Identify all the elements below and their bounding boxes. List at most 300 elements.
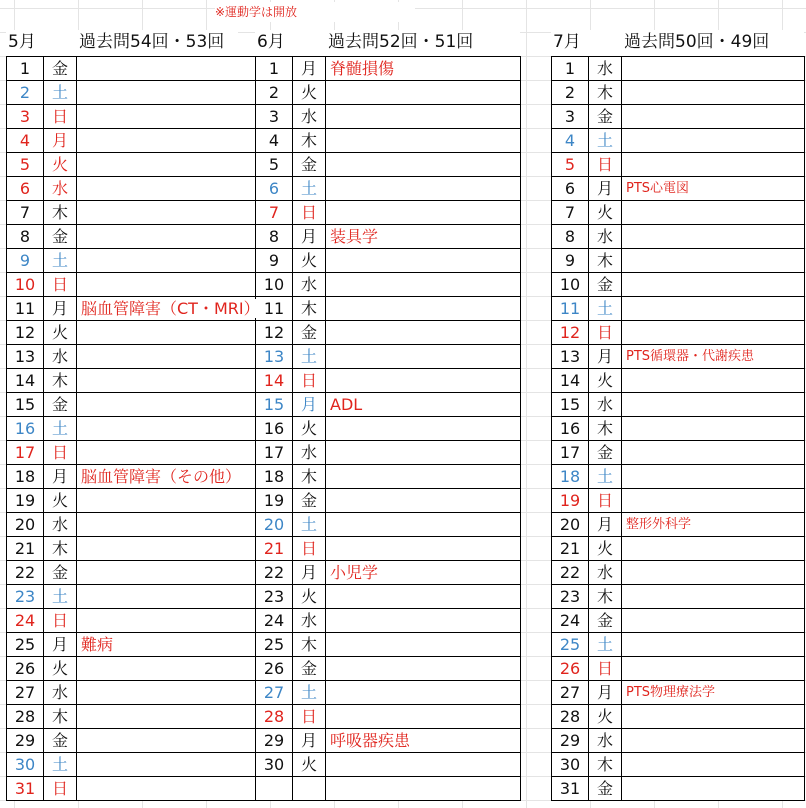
topic-cell[interactable] [77,153,263,177]
weekday-cell[interactable]: 金 [293,489,326,513]
day-cell[interactable]: 5 [552,153,589,177]
topic-cell[interactable] [326,249,521,273]
weekday-cell[interactable]: 木 [293,465,326,489]
weekday-cell[interactable]: 火 [44,153,77,177]
topic-cell[interactable] [326,489,521,513]
day-cell[interactable]: 31 [552,777,589,801]
day-cell[interactable]: 29 [7,729,44,753]
topic-cell[interactable] [326,465,521,489]
day-cell[interactable]: 22 [552,561,589,585]
day-cell[interactable]: 4 [7,129,44,153]
weekday-cell[interactable]: 日 [589,153,622,177]
weekday-cell[interactable]: 金 [293,153,326,177]
day-cell[interactable]: 30 [552,753,589,777]
day-cell[interactable]: 25 [7,633,44,657]
weekday-cell[interactable]: 日 [589,657,622,681]
topic-cell[interactable] [622,753,805,777]
weekday-cell[interactable]: 月 [293,225,326,249]
weekday-cell[interactable]: 火 [589,537,622,561]
weekday-cell[interactable]: 日 [44,105,77,129]
weekday-cell[interactable]: 日 [44,441,77,465]
topic-cell[interactable] [77,105,263,129]
calendar-row [256,417,521,441]
topic-cell[interactable] [326,417,521,441]
day-cell[interactable]: 6 [256,177,293,201]
topic-cell[interactable] [77,345,263,369]
day-cell[interactable]: 11 [552,297,589,321]
weekday-cell[interactable]: 土 [44,417,77,441]
day-cell[interactable]: 2 [7,81,44,105]
weekday-cell[interactable]: 金 [589,441,622,465]
topic-cell[interactable] [622,57,805,81]
topic-cell[interactable] [622,81,805,105]
weekday-cell[interactable]: 水 [44,345,77,369]
day-cell[interactable]: 8 [7,225,44,249]
calendar-row [552,393,805,417]
topic-cell[interactable] [622,585,805,609]
day-cell[interactable]: 22 [256,561,293,585]
day-cell[interactable]: 26 [256,657,293,681]
calendar-row [7,345,263,369]
day-cell[interactable]: 21 [552,537,589,561]
topic-cell[interactable] [77,417,263,441]
weekday-cell[interactable]: 木 [293,297,326,321]
day-cell[interactable]: 28 [256,705,293,729]
day-cell[interactable]: 18 [552,465,589,489]
day-cell[interactable]: 10 [7,273,44,297]
weekday-cell[interactable]: 月 [44,465,77,489]
weekday-cell[interactable]: 日 [44,273,77,297]
topic-cell[interactable] [326,777,521,801]
topic-cell[interactable] [77,561,263,585]
topic-cell[interactable]: 小児学 [326,561,521,585]
topic-cell[interactable] [622,441,805,465]
topic-cell[interactable] [77,273,263,297]
day-cell[interactable]: 4 [256,129,293,153]
day-cell[interactable]: 14 [552,369,589,393]
day-cell[interactable]: 3 [7,105,44,129]
weekday-cell[interactable]: 土 [589,297,622,321]
topic-cell[interactable] [622,393,805,417]
weekday-cell[interactable]: 月 [293,57,326,81]
weekday-cell[interactable]: 月 [589,681,622,705]
weekday-cell[interactable]: 木 [44,369,77,393]
calendar-row [7,609,263,633]
day-cell[interactable]: 24 [7,609,44,633]
topic-cell[interactable] [622,105,805,129]
weekday-cell[interactable]: 火 [293,81,326,105]
weekday-cell[interactable]: 月 [589,513,622,537]
day-cell[interactable]: 16 [7,417,44,441]
day-cell[interactable]: 24 [552,609,589,633]
weekday-cell[interactable]: 月 [589,345,622,369]
day-cell[interactable]: 12 [552,321,589,345]
weekday-cell[interactable]: 土 [589,465,622,489]
weekday-cell[interactable]: 水 [293,273,326,297]
weekday-cell[interactable]: 金 [589,273,622,297]
weekday-cell[interactable]: 金 [589,609,622,633]
weekday-cell[interactable]: 金 [44,393,77,417]
calendar-row [7,705,263,729]
day-cell[interactable]: 17 [552,441,589,465]
topic-cell[interactable]: PTS循環器・代謝疾患 [622,345,805,369]
day-cell[interactable]: 30 [256,753,293,777]
topic-cell[interactable] [77,465,263,489]
calendar-row [7,393,263,417]
weekday-cell[interactable]: 木 [44,705,77,729]
topic-cell[interactable] [622,465,805,489]
day-cell[interactable]: 23 [7,585,44,609]
weekday-cell[interactable]: 木 [589,753,622,777]
weekday-cell[interactable]: 土 [293,177,326,201]
day-cell[interactable]: 19 [256,489,293,513]
month-may [6,30,263,801]
day-cell[interactable]: 10 [552,273,589,297]
weekday-cell[interactable]: 火 [44,657,77,681]
weekday-cell[interactable]: 土 [44,753,77,777]
weekday-cell[interactable]: 火 [44,489,77,513]
day-cell[interactable]: 25 [552,633,589,657]
day-cell[interactable]: 9 [7,249,44,273]
topic-cell[interactable] [326,321,521,345]
topic-cell[interactable] [326,633,521,657]
weekday-cell[interactable]: 日 [44,777,77,801]
day-cell[interactable]: 2 [256,81,293,105]
day-cell[interactable]: 31 [7,777,44,801]
topic-cell[interactable] [77,369,263,393]
weekday-cell[interactable]: 火 [44,321,77,345]
topic-cell[interactable] [77,681,263,705]
weekday-cell[interactable]: 木 [293,633,326,657]
topic-cell[interactable] [622,321,805,345]
weekday-cell[interactable]: 火 [293,417,326,441]
weekday-cell[interactable]: 火 [589,369,622,393]
weekday-cell[interactable]: 火 [589,705,622,729]
topic-cell[interactable] [77,705,263,729]
calendar-table-june [255,56,521,801]
day-cell[interactable]: 8 [256,225,293,249]
day-cell[interactable]: 18 [7,465,44,489]
day-cell[interactable]: 3 [256,105,293,129]
topic-cell[interactable] [622,561,805,585]
topic-cell[interactable] [622,657,805,681]
topic-cell[interactable] [77,57,263,81]
calendar-row [552,345,805,369]
day-cell[interactable]: 1 [7,57,44,81]
weekday-cell[interactable]: 日 [293,537,326,561]
topic-cell[interactable] [326,129,521,153]
topic-cell[interactable] [77,513,263,537]
day-cell[interactable]: 3 [552,105,589,129]
weekday-cell[interactable]: 土 [44,249,77,273]
weekday-cell[interactable]: 木 [589,81,622,105]
day-cell[interactable]: 17 [256,441,293,465]
weekday-cell[interactable]: 月 [44,129,77,153]
topic-cell[interactable] [77,201,263,225]
day-cell[interactable]: 1 [552,57,589,81]
day-cell[interactable]: 20 [552,513,589,537]
weekday-cell[interactable]: 水 [44,177,77,201]
calendar-row [552,705,805,729]
topic-cell[interactable] [622,537,805,561]
topic-cell[interactable] [622,633,805,657]
topic-cell[interactable] [77,633,263,657]
weekday-cell[interactable]: 土 [589,633,622,657]
topic-cell[interactable] [77,393,263,417]
weekday-cell[interactable]: 木 [589,585,622,609]
day-cell[interactable]: 20 [7,513,44,537]
topic-cell[interactable]: 装具学 [326,225,521,249]
topic-cell[interactable] [77,321,263,345]
calendar-row [256,489,521,513]
day-cell[interactable]: 24 [256,609,293,633]
topic-cell[interactable] [326,345,521,369]
topic-cell[interactable] [77,753,263,777]
calendar-row [256,441,521,465]
day-cell[interactable]: 29 [256,729,293,753]
day-cell[interactable]: 10 [256,273,293,297]
topic-cell[interactable] [622,777,805,801]
day-cell[interactable]: 28 [552,705,589,729]
day-cell[interactable]: 27 [552,681,589,705]
weekday-cell[interactable]: 水 [293,609,326,633]
weekday-cell[interactable]: 木 [44,201,77,225]
weekday-cell[interactable]: 水 [589,225,622,249]
topic-cell[interactable]: PTS心電図 [622,177,805,201]
day-cell[interactable]: 7 [552,201,589,225]
weekday-cell[interactable]: 土 [293,681,326,705]
day-cell[interactable]: 11 [7,297,44,321]
day-cell[interactable]: 4 [552,129,589,153]
day-cell[interactable]: 2 [552,81,589,105]
topic-cell[interactable] [326,81,521,105]
day-cell[interactable]: 5 [7,153,44,177]
weekday-cell[interactable]: 日 [293,201,326,225]
day-cell[interactable]: 16 [552,417,589,441]
weekday-cell[interactable]: 水 [44,513,77,537]
day-cell[interactable]: 23 [552,585,589,609]
day-cell[interactable]: 20 [256,513,293,537]
calendar-row [7,249,263,273]
weekday-cell[interactable]: 月 [44,297,77,321]
weekday-cell[interactable]: 月 [589,177,622,201]
calendar-row [256,81,521,105]
weekday-cell[interactable]: 土 [293,345,326,369]
topic-cell[interactable] [622,249,805,273]
topic-cell[interactable] [326,273,521,297]
weekday-cell[interactable]: 木 [589,417,622,441]
weekday-cell[interactable]: 水 [589,57,622,81]
day-cell[interactable] [256,777,293,801]
weekday-cell[interactable]: 火 [589,201,622,225]
weekday-cell[interactable]: 木 [44,537,77,561]
topic-cell[interactable] [622,225,805,249]
topic-cell[interactable] [622,201,805,225]
topic-cell[interactable]: 呼吸器疾患 [326,729,521,753]
day-cell[interactable]: 16 [256,417,293,441]
weekday-cell[interactable]: 月 [293,393,326,417]
day-cell[interactable]: 12 [7,321,44,345]
calendar-row [256,153,521,177]
day-cell[interactable]: 5 [256,153,293,177]
topic-cell[interactable] [326,369,521,393]
topic-cell[interactable] [77,81,263,105]
topic-cell[interactable] [326,537,521,561]
topic-cell[interactable] [622,153,805,177]
topic-cell[interactable] [77,657,263,681]
weekday-cell[interactable]: 水 [589,393,622,417]
weekday-cell[interactable]: 火 [293,585,326,609]
day-cell[interactable]: 8 [552,225,589,249]
calendar-row [256,177,521,201]
weekday-cell[interactable]: 金 [293,321,326,345]
weekday-cell[interactable]: 水 [589,561,622,585]
weekday-cell[interactable]: 火 [293,753,326,777]
day-cell[interactable]: 15 [256,393,293,417]
topic-cell[interactable] [622,729,805,753]
weekday-cell[interactable]: 木 [589,249,622,273]
weekday-cell[interactable]: 火 [293,249,326,273]
day-cell[interactable]: 21 [7,537,44,561]
weekday-cell[interactable]: 日 [589,489,622,513]
day-cell[interactable]: 11 [256,297,293,321]
weekday-cell[interactable]: 水 [293,441,326,465]
weekday-cell[interactable]: 金 [44,729,77,753]
topic-cell[interactable] [326,609,521,633]
note-text: ※運動学は開放 [215,2,415,22]
day-cell[interactable]: 9 [552,249,589,273]
day-cell[interactable]: 6 [7,177,44,201]
weekday-cell[interactable]: 日 [293,369,326,393]
day-cell[interactable]: 26 [552,657,589,681]
weekday-cell[interactable]: 日 [44,609,77,633]
topic-cell[interactable] [326,585,521,609]
topic-cell[interactable] [622,417,805,441]
topic-cell[interactable] [622,609,805,633]
day-cell[interactable]: 17 [7,441,44,465]
topic-cell[interactable] [77,129,263,153]
topic-cell[interactable] [622,273,805,297]
topic-cell[interactable] [77,177,263,201]
weekday-cell[interactable]: 月 [293,561,326,585]
day-cell[interactable]: 27 [256,681,293,705]
day-cell[interactable]: 15 [552,393,589,417]
topic-cell[interactable] [326,297,521,321]
calendar-row [552,633,805,657]
weekday-cell[interactable]: 土 [589,129,622,153]
weekday-cell[interactable]: 水 [44,681,77,705]
topic-cell[interactable] [77,585,263,609]
day-cell[interactable]: 22 [7,561,44,585]
weekday-cell[interactable]: 月 [293,729,326,753]
calendar-row [256,537,521,561]
weekday-cell[interactable]: 金 [44,561,77,585]
topic-cell[interactable] [326,441,521,465]
topic-cell[interactable] [622,489,805,513]
weekday-cell[interactable]: 金 [589,105,622,129]
day-cell[interactable]: 14 [256,369,293,393]
day-cell[interactable]: 30 [7,753,44,777]
weekday-cell[interactable]: 金 [589,777,622,801]
day-cell[interactable]: 19 [7,489,44,513]
topic-cell[interactable] [77,441,263,465]
topic-cell[interactable]: ADL [326,393,521,417]
day-cell[interactable]: 13 [256,345,293,369]
calendar-row [552,441,805,465]
day-cell[interactable]: 13 [552,345,589,369]
topic-cell[interactable] [326,657,521,681]
day-cell[interactable]: 7 [7,201,44,225]
topic-cell[interactable] [326,201,521,225]
day-cell[interactable]: 21 [256,537,293,561]
topic-cell[interactable] [622,705,805,729]
weekday-cell[interactable]: 水 [293,105,326,129]
day-cell[interactable]: 25 [256,633,293,657]
topic-cell[interactable] [77,489,263,513]
topic-cell[interactable] [77,729,263,753]
topic-cell[interactable] [77,537,263,561]
topic-cell[interactable] [326,681,521,705]
weekday-cell[interactable]: 土 [293,513,326,537]
day-cell[interactable]: 14 [7,369,44,393]
weekday-cell[interactable]: 木 [293,129,326,153]
weekday-cell[interactable] [293,777,326,801]
topic-cell[interactable] [326,705,521,729]
day-cell[interactable]: 12 [256,321,293,345]
day-cell[interactable]: 19 [552,489,589,513]
day-cell[interactable]: 7 [256,201,293,225]
day-cell[interactable]: 28 [7,705,44,729]
topic-cell[interactable] [326,105,521,129]
day-cell[interactable]: 1 [256,57,293,81]
topic-cell[interactable]: PTS物理療法学 [622,681,805,705]
topic-cell[interactable]: 整形外科学 [622,513,805,537]
weekday-cell[interactable]: 月 [44,633,77,657]
topic-cell[interactable] [622,297,805,321]
topic-cell[interactable] [326,753,521,777]
day-cell[interactable]: 15 [7,393,44,417]
day-cell[interactable]: 27 [7,681,44,705]
topic-cell[interactable] [77,609,263,633]
weekday-cell[interactable]: 金 [44,57,77,81]
topic-cell[interactable] [326,513,521,537]
weekday-cell[interactable]: 日 [293,705,326,729]
topic-cell[interactable] [622,129,805,153]
day-cell[interactable]: 18 [256,465,293,489]
topic-cell[interactable] [77,249,263,273]
weekday-cell[interactable]: 金 [293,657,326,681]
day-cell[interactable]: 26 [7,657,44,681]
day-cell[interactable]: 29 [552,729,589,753]
topic-cell[interactable]: 脊髄損傷 [326,57,521,81]
day-cell[interactable]: 9 [256,249,293,273]
day-cell[interactable]: 23 [256,585,293,609]
topic-cell[interactable] [326,177,521,201]
topic-cell[interactable] [326,153,521,177]
weekday-cell[interactable]: 土 [44,585,77,609]
day-cell[interactable]: 6 [552,177,589,201]
topic-cell[interactable] [77,297,263,321]
topic-cell[interactable] [77,225,263,249]
weekday-cell[interactable]: 日 [589,321,622,345]
calendar-row [256,105,521,129]
topic-cell[interactable] [622,369,805,393]
weekday-cell[interactable]: 土 [44,81,77,105]
topic-cell[interactable] [77,777,263,801]
weekday-cell[interactable]: 金 [44,225,77,249]
weekday-cell[interactable]: 水 [589,729,622,753]
day-cell[interactable]: 13 [7,345,44,369]
